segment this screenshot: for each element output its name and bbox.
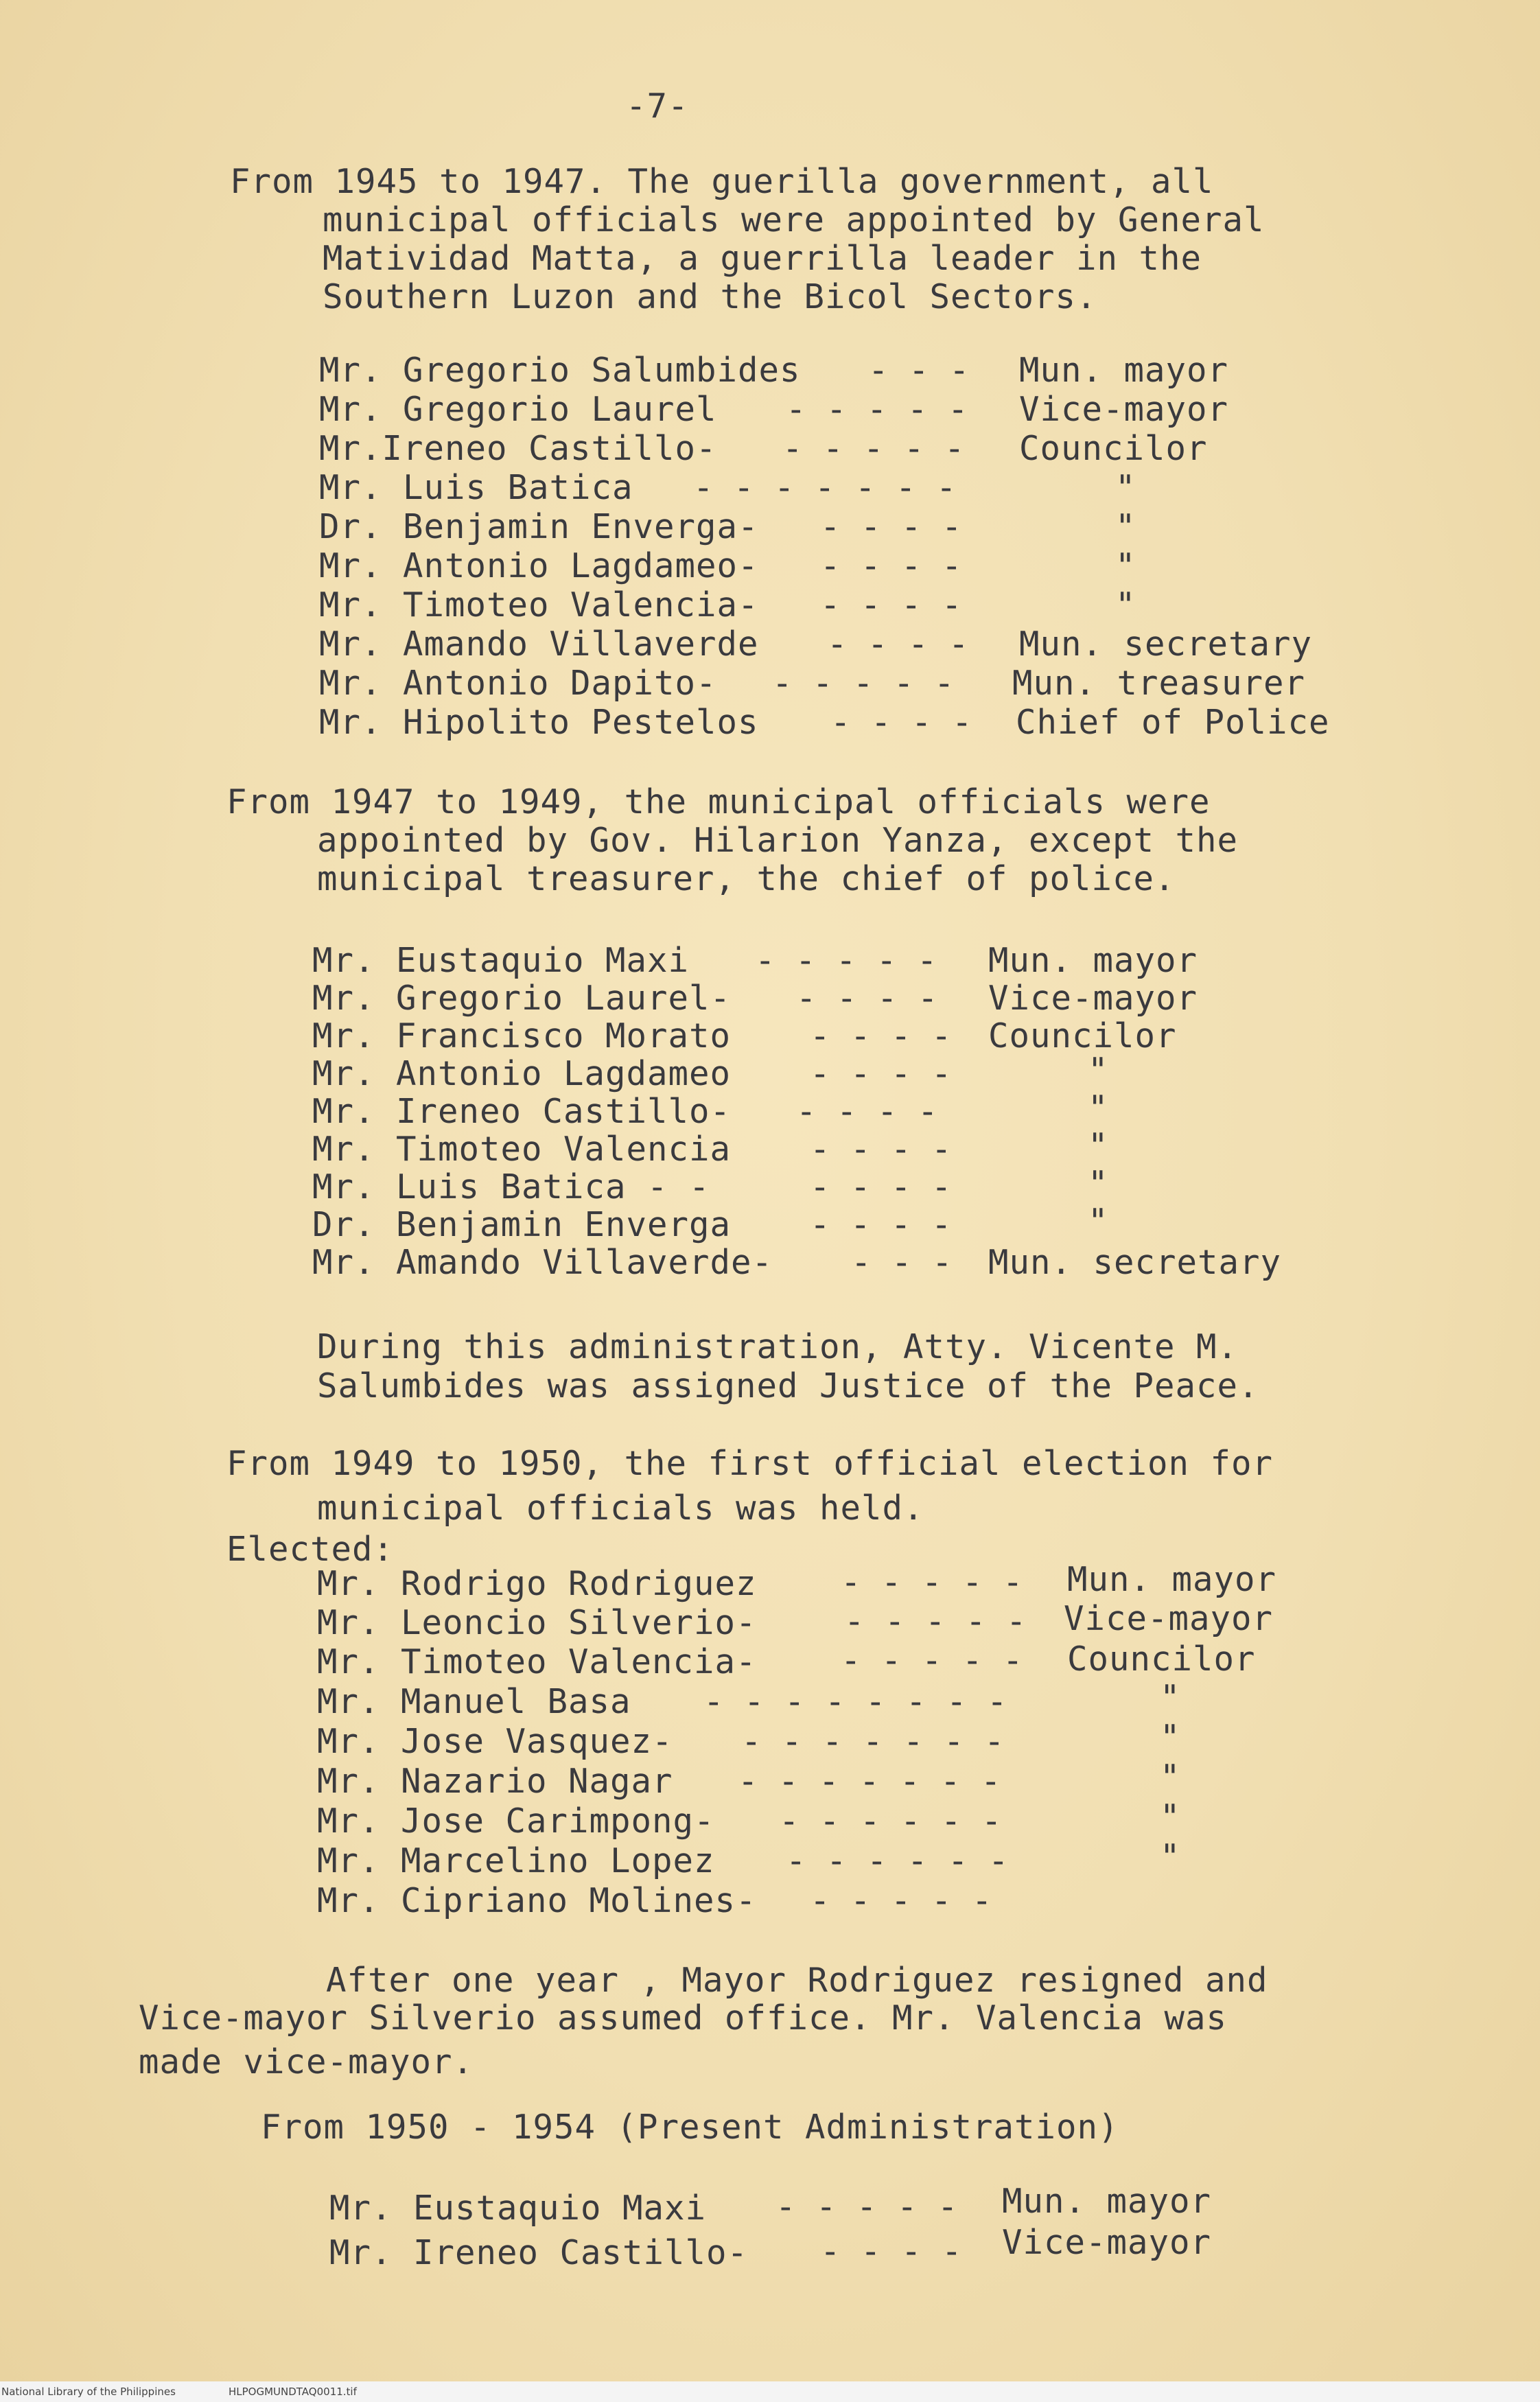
paragraph-line: municipal officials was held. — [317, 1489, 924, 1528]
ditto-mark: " — [1115, 546, 1136, 585]
leader-dashes: - - - - - — [841, 1563, 1023, 1602]
leader-dashes: - - - - — [810, 1130, 952, 1169]
elected-label: Elected: — [226, 1530, 395, 1569]
leader-dashes: - - - - - - - - — [703, 1682, 1007, 1721]
paragraph-line: From 1945 to 1947. The guerilla government, all — [230, 162, 1214, 201]
leader-dashes: - - - - — [796, 979, 938, 1018]
official-name: Mr. Ireneo Castillo- — [312, 1092, 732, 1131]
note-line: During this administration, Atty. Vicente M. — [317, 1327, 1239, 1366]
official-role: Vice-mayor — [1019, 390, 1229, 429]
official-role: Vice-mayor — [1002, 2223, 1212, 2262]
note-line: Vice-mayor Silverio assumed office. Mr. Valencia was — [139, 1998, 1228, 2038]
leader-dashes: - - - - - — [810, 1881, 992, 1920]
leader-dashes: - - - - - — [775, 2187, 958, 2226]
official-name: Dr. Benjamin Enverga — [312, 1205, 732, 1244]
ditto-mark: " — [1160, 1837, 1181, 1876]
official-name: Mr. Rodrigo Rodriguez — [317, 1564, 757, 1603]
ditto-mark: " — [1088, 1126, 1109, 1165]
official-name: Mr. Luis Batica - - — [312, 1167, 710, 1206]
official-role: Chief of Police — [1016, 703, 1330, 742]
ditto-mark: " — [1088, 1051, 1109, 1090]
leader-dashes: - - - - - — [782, 429, 965, 468]
official-name: Mr. Ireneo Castillo- — [329, 2233, 749, 2272]
official-name: Mr. Eustaquio Maxi — [329, 2189, 707, 2228]
page-number: -7- — [626, 86, 689, 126]
official-name: Mr. Timoteo Valencia- — [317, 1642, 757, 1681]
ditto-mark: " — [1115, 468, 1136, 507]
official-name: Mr. Gregorio Laurel — [319, 390, 717, 429]
ditto-mark: " — [1088, 1164, 1109, 1203]
leader-dashes: - - - - — [827, 625, 969, 664]
note-line: Salumbides was assigned Justice of the Peace. — [317, 1366, 1259, 1406]
official-name: Mr. Luis Batica — [319, 468, 633, 507]
footer-filename: HLPOGMUNDTAQ0011.tif — [229, 2386, 357, 2398]
official-name: Mr.Ireneo Castillo- — [319, 429, 717, 468]
official-name: Mr. Cipriano Molines- — [317, 1881, 757, 1920]
leader-dashes: - - - - - - - — [693, 468, 957, 507]
leader-dashes: - - - - - — [772, 664, 955, 703]
note-line: made vice-mayor. — [139, 2042, 474, 2082]
leader-dashes: - - - - - — [786, 390, 968, 429]
official-role: Mun. mayor — [1019, 351, 1229, 390]
official-name: Mr. Manuel Basa — [317, 1682, 631, 1721]
ditto-mark: " — [1088, 1088, 1109, 1128]
leader-dashes: - - - - - — [841, 1641, 1023, 1680]
leader-dashes: - - - - — [810, 1167, 952, 1206]
official-name: Mr. Gregorio Salumbides — [319, 351, 801, 390]
leader-dashes: - - - - — [820, 585, 962, 625]
leader-dashes: - - - - - — [755, 941, 937, 980]
official-role: Mun. secretary — [988, 1243, 1282, 1282]
official-name: Mr. Marcelino Lopez — [317, 1841, 715, 1880]
official-name: Mr. Nazario Nagar — [317, 1762, 673, 1801]
leader-dashes: - - - - — [810, 1054, 952, 1093]
leader-dashes: - - - - — [820, 2232, 962, 2271]
ditto-mark: " — [1088, 1202, 1109, 1241]
leader-dashes: - - - - - - — [779, 1802, 1002, 1841]
official-name: Dr. Benjamin Enverga- — [319, 507, 759, 546]
leader-dashes: - - - - — [810, 1016, 952, 1056]
leader-dashes: - - - — [868, 351, 970, 390]
scan-footer — [0, 2381, 1540, 2402]
leader-dashes: - - - — [851, 1243, 953, 1282]
official-role: Councilor — [1067, 1640, 1256, 1679]
official-name: Mr. Francisco Morato — [312, 1016, 732, 1056]
official-role: Councilor — [988, 1016, 1177, 1056]
official-name: Mr. Gregorio Laurel- — [312, 979, 732, 1018]
leader-dashes: - - - - - - — [786, 1841, 1009, 1880]
official-name: Mr. Hipolito Pestelos — [319, 703, 759, 742]
official-name: Mr. Jose Vasquez- — [317, 1722, 673, 1761]
official-name: Mr. Antonio Dapito- — [319, 664, 717, 703]
official-name: Mr. Amando Villaverde- — [312, 1243, 773, 1282]
note-line: After one year , Mayor Rodriguez resigned and — [326, 1961, 1268, 2000]
official-role: Mun. mayor — [1067, 1560, 1277, 1599]
ditto-mark: " — [1160, 1797, 1181, 1837]
leader-dashes: - - - - — [820, 546, 962, 585]
paragraph-line: municipal officials were appointed by General — [323, 200, 1265, 240]
leader-dashes: - - - - - - - — [738, 1762, 1001, 1801]
official-role: Mun. mayor — [1002, 2182, 1212, 2221]
official-name: Mr. Timoteo Valencia- — [319, 585, 759, 625]
official-name: Mr. Antonio Lagdameo- — [319, 546, 759, 585]
official-name: Mr. Eustaquio Maxi — [312, 941, 690, 980]
leader-dashes: - - - - — [830, 703, 972, 742]
official-name: Mr. Antonio Lagdameo — [312, 1054, 732, 1093]
ditto-mark: " — [1160, 1718, 1181, 1757]
official-role: Councilor — [1019, 429, 1208, 468]
leader-dashes: - - - - - - - — [741, 1722, 1005, 1761]
official-role: Mun. mayor — [988, 941, 1198, 980]
paragraph-line: From 1947 to 1949, the municipal officials were — [226, 782, 1211, 821]
leader-dashes: - - - - — [820, 507, 962, 546]
official-role: Vice-mayor — [1064, 1599, 1274, 1638]
official-name: Mr. Timoteo Valencia — [312, 1130, 732, 1169]
paragraph-line: Southern Luzon and the Bicol Sectors. — [323, 277, 1097, 316]
leader-dashes: - - - - — [796, 1092, 938, 1131]
official-name: Mr. Amando Villaverde — [319, 625, 759, 664]
paragraph-line: municipal treasurer, the chief of police. — [317, 859, 1176, 898]
paragraph-line: Matividad Matta, a guerrilla leader in the — [323, 239, 1202, 278]
leader-dashes: - - - - - — [844, 1602, 1027, 1641]
ditto-mark: " — [1115, 585, 1136, 625]
ditto-mark: " — [1115, 507, 1136, 546]
official-role: Mun. secretary — [1019, 625, 1313, 664]
ditto-mark: " — [1160, 1678, 1181, 1717]
official-role: Mun. treasurer — [1012, 664, 1306, 703]
section-heading: From 1950 - 1954 (Present Administration) — [261, 2108, 1119, 2147]
official-role: Vice-mayor — [988, 979, 1198, 1018]
footer-source: National Library of the Philippines — [1, 2386, 176, 2398]
paragraph-line: appointed by Gov. Hilarion Yanza, except the — [317, 821, 1239, 860]
official-name: Mr. Leoncio Silverio- — [317, 1603, 757, 1642]
paragraph-line: From 1949 to 1950, the first official election for — [226, 1444, 1274, 1483]
ditto-mark: " — [1160, 1758, 1181, 1797]
official-name: Mr. Jose Carimpong- — [317, 1802, 715, 1841]
leader-dashes: - - - - — [810, 1205, 952, 1244]
